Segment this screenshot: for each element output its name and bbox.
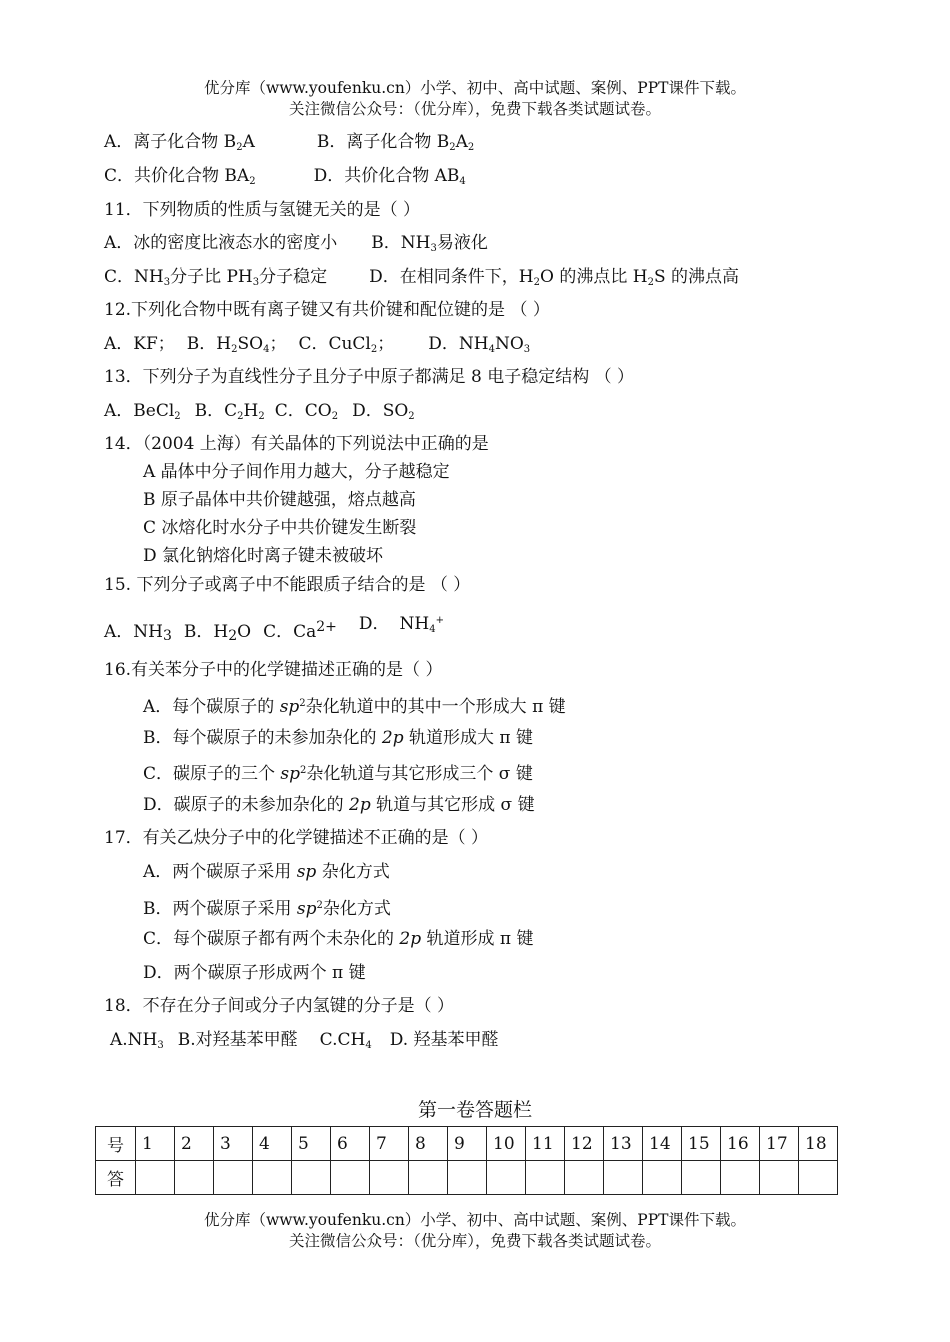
q10-options-row-2: [104, 165, 466, 193]
question-number-cell: 8: [409, 1127, 448, 1161]
question-number-cell: 5: [292, 1127, 331, 1161]
q11-option-b: B．$NH_3$易液化: [371, 233, 488, 254]
q13-stem: 13．下列分子为直线性分子且分子中原子都满足 8 电子稳定结构 （ ）: [104, 367, 635, 387]
question-number-cell: 1: [136, 1127, 175, 1161]
q17-stem: 17．有关乙炔分子中的化学键描述不正确的是（ ）: [104, 828, 489, 848]
question-number-cell: 17: [760, 1127, 799, 1161]
q15-option-d: D． $NH_4^+$: [358, 614, 444, 635]
q12-option-d: D．$NH_4NO_3$: [428, 334, 531, 355]
q12-option-b: B．$H_2SO_4$；: [186, 334, 287, 355]
q11-option-a: A．冰的密度比液态水的密度小: [104, 233, 338, 253]
q15-option-a: A．$NH_3$: [104, 622, 172, 644]
q11-option-c: C．$NH_3$分子比 $PH_3$分子稳定: [104, 267, 328, 288]
q17-option-b: B．两个碳原子采用 $sp^2$杂化方式: [143, 899, 391, 919]
answer-table-row1-label: 号: [96, 1127, 136, 1161]
q10-option-d: D．共价化合物 $AB_4$: [313, 166, 466, 187]
question-number-cell: 7: [370, 1127, 409, 1161]
answer-cell[interactable]: [175, 1161, 214, 1195]
q12-options: [104, 333, 530, 361]
q18-stem: 18．不存在分子间或分子内氢键的分子是（ ）: [104, 996, 455, 1016]
q14-option-a: A 晶体中分子间作用力越大，分子越稳定: [143, 462, 450, 482]
answer-table-number-row: [96, 1127, 838, 1161]
q16-option-b: B．每个碳原子的未参加杂化的 2p 轨道形成大 π 键: [143, 728, 533, 748]
q18-option-d: D. 羟基苯甲醛: [389, 1030, 499, 1050]
answer-cell[interactable]: [214, 1161, 253, 1195]
question-number-cell: 2: [175, 1127, 214, 1161]
q17-option-a: A．两个碳原子采用 sp 杂化方式: [143, 862, 390, 882]
question-number-cell: 6: [331, 1127, 370, 1161]
question-number-cell: 13: [604, 1127, 643, 1161]
q17-option-d: D．两个碳原子形成两个 π 键: [143, 963, 366, 983]
answer-cell[interactable]: [136, 1161, 175, 1195]
q18-option-a: $A.NH_3$: [110, 1030, 164, 1051]
answer-cell[interactable]: [799, 1161, 838, 1195]
q13-option-c: C．$CO_2$: [274, 401, 339, 422]
answer-cell[interactable]: [370, 1161, 409, 1195]
answer-cell[interactable]: [604, 1161, 643, 1195]
question-number-cell: 10: [487, 1127, 526, 1161]
q11-stem: 11．下列物质的性质与氢键无关的是（ ）: [104, 200, 421, 220]
q12-option-c: C．CuCl$_2$；: [298, 334, 395, 355]
q10-option-a: A．离子化合物 $B_2A$: [104, 132, 255, 153]
q16-option-d: D．碳原子的未参加杂化的 2p 轨道与其它形成 σ 键: [143, 795, 535, 815]
q16-option-a: A．每个碳原子的 $sp^2$杂化轨道中的其中一个形成大 π 键: [143, 697, 566, 717]
q15-stem: 15. 下列分子或离子中不能跟质子结合的是 （ ）: [104, 575, 471, 595]
q10-options-row-1: [104, 131, 474, 159]
q17-option-c: C．每个碳原子都有两个未杂化的 2p 轨道形成 π 键: [143, 929, 534, 949]
header-line-2: 关注微信公众号：（优分库），免费下载各类试题试卷。: [288, 100, 661, 118]
q14-stem: 14．（2004 上海）有关晶体的下列说法中正确的是: [104, 434, 489, 454]
answer-table-answer-row: [96, 1161, 838, 1195]
q14-option-b: B 原子晶体中共价键越强，熔点越高: [143, 490, 416, 510]
answer-cell[interactable]: [565, 1161, 604, 1195]
answer-cell[interactable]: [487, 1161, 526, 1195]
answer-cell[interactable]: [721, 1161, 760, 1195]
q13-options: [104, 400, 415, 428]
q13-option-a: A．BeCl$_2$: [104, 401, 181, 422]
q15-option-b: B．$H_2O$: [183, 622, 252, 644]
footer-line-1: 优分库（www.youfenku.cn）小学、初中、高中试题、案例、PPT课件下载。: [203, 1211, 747, 1229]
answer-cell[interactable]: [448, 1161, 487, 1195]
answer-cell[interactable]: [331, 1161, 370, 1195]
footer-line-2: 关注微信公众号：（优分库），免费下载各类试题试卷。: [288, 1232, 661, 1250]
question-number-cell: 14: [643, 1127, 682, 1161]
answer-cell[interactable]: [760, 1161, 799, 1195]
q15-option-c: C．$Ca^{2+}$: [263, 619, 337, 642]
q15-options: [104, 616, 444, 649]
q12-stem: 12.下列化合物中既有离子键又有共价键和配位键的是 （ ）: [104, 300, 550, 320]
q14-option-c: C 冰熔化时水分子中共价键发生断裂: [143, 518, 417, 538]
q18-option-c: $C.CH_4$: [319, 1030, 372, 1051]
question-number-cell: 15: [682, 1127, 721, 1161]
q13-option-d: D．$SO_2$: [352, 401, 415, 422]
question-number-cell: 3: [214, 1127, 253, 1161]
q10-option-b: B．离子化合物 $B_2A_2$: [316, 132, 475, 153]
q11-option-d: D．在相同条件下，$H_2O$ 的沸点比 $H_2S$ 的沸点高: [369, 267, 739, 288]
q10-option-c: C．共价化合物 $BA_2$: [104, 166, 256, 187]
answer-cell[interactable]: [409, 1161, 448, 1195]
question-number-cell: 11: [526, 1127, 565, 1161]
q11-options-row-2: [104, 266, 739, 294]
answer-cell[interactable]: [682, 1161, 721, 1195]
header-line-1: 优分库（www.youfenku.cn）小学、初中、高中试题、案例、PPT课件下载。: [203, 79, 747, 97]
question-number-cell: 16: [721, 1127, 760, 1161]
answer-table-row2-label: 答: [96, 1161, 136, 1195]
answer-table: [95, 1126, 838, 1195]
answer-cell[interactable]: [643, 1161, 682, 1195]
question-number-cell: 4: [253, 1127, 292, 1161]
q16-option-c: C．碳原子的三个 $sp^2$杂化轨道与其它形成三个 σ 键: [143, 764, 533, 784]
q12-option-a: A．KF；: [104, 334, 175, 354]
q16-stem: 16.有关苯分子中的化学键描述正确的是（ ）: [104, 660, 443, 680]
answer-cell[interactable]: [253, 1161, 292, 1195]
q11-options-row-1: [104, 232, 488, 260]
answer-cell[interactable]: [292, 1161, 331, 1195]
question-number-cell: 12: [565, 1127, 604, 1161]
question-number-cell: 9: [448, 1127, 487, 1161]
q18-option-b: B.对羟基苯甲醛: [177, 1030, 298, 1050]
answer-table-title: 第一卷答题栏: [417, 1099, 532, 1121]
answer-cell[interactable]: [526, 1161, 565, 1195]
q14-option-d: D 氯化钠熔化时离子键未被破坏: [143, 546, 384, 566]
q18-options: [110, 1029, 499, 1057]
question-number-cell: 18: [799, 1127, 838, 1161]
q13-option-b: B．$C_2H_2$: [194, 401, 265, 422]
